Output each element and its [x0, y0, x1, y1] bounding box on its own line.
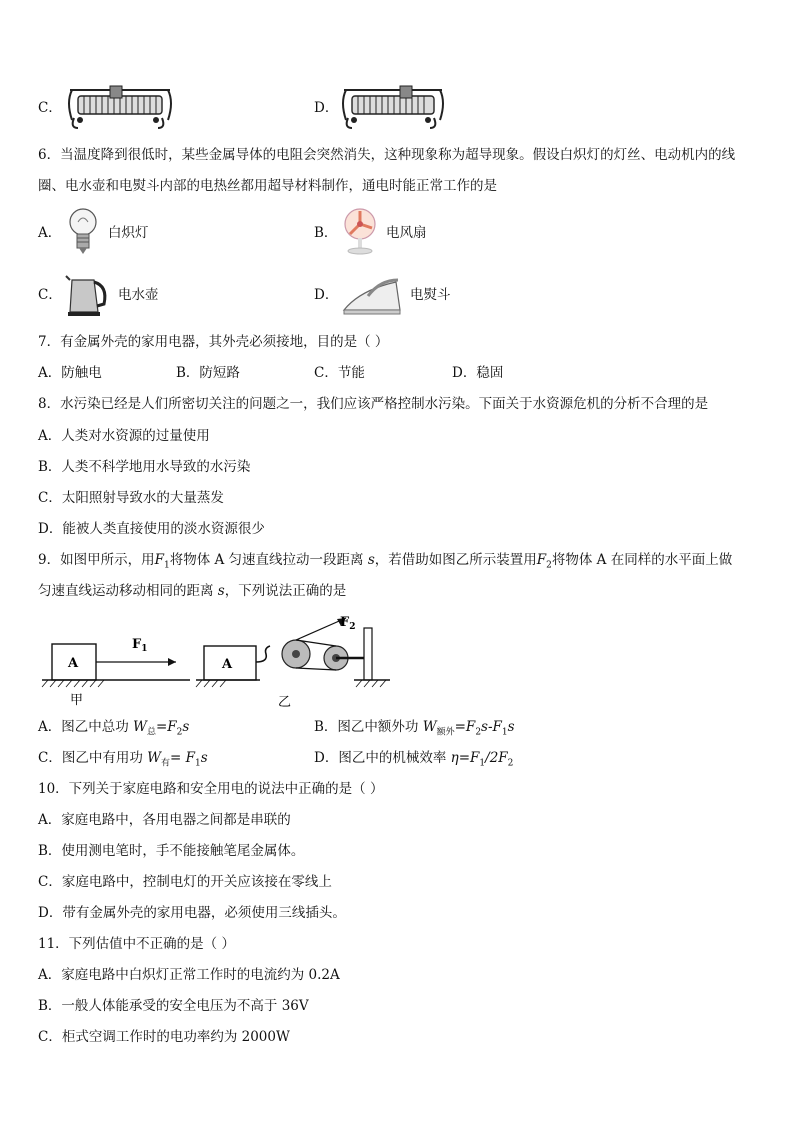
q9-option-d: D．图乙中的机械效率 $\eta=F_1/2F_2$: [314, 750, 514, 769]
figure-label-yi: 乙: [278, 695, 292, 710]
electric-fan-image: [342, 206, 378, 256]
q6-option-a-letter: A．: [38, 225, 62, 241]
q7-option-c: C．节能: [314, 365, 365, 381]
q9-option-a: A．图乙中总功 $W_总=F_2s$: [38, 719, 190, 738]
light-bulb-image: [66, 206, 100, 256]
q11-stem: 11．下列估值中不正确的是（ ）: [38, 936, 235, 952]
q6-option-c-label: 电水壶: [118, 287, 159, 303]
svg-text:F1: $F_1$: [132, 637, 148, 654]
q9-option-b: B．图乙中额外功 $W_{额外}=F_2s-F_1s$: [314, 719, 515, 738]
q9-stem-line1: 9．如图甲所示，用$F_1$将物体 A 匀速直线拉动一段距离 s，若借助如图乙所示装置用$F_2$将物体 A 在同样的水平面上做: [38, 552, 733, 571]
q10-stem: 10．下列关于家庭电路和安全用电的说法中正确的是（ ）: [38, 781, 384, 797]
q11-option-b: B．一般人体能承受的安全电压为不高于 36V: [38, 998, 309, 1014]
q6-option-d-label: 电熨斗: [410, 287, 451, 303]
q11-option-c: C．柜式空调工作时的电功率约为 2000W: [38, 1029, 290, 1045]
electric-kettle-image: [64, 270, 110, 318]
q9-figure-yi: [194, 606, 394, 710]
q7-option-d: D．稳固: [452, 365, 504, 381]
q6-option-b-letter: B．: [314, 225, 338, 241]
q5-option-c-letter: C．: [38, 100, 62, 116]
q7-option-a: A．防触电: [38, 365, 102, 381]
q10-option-c: C．家庭电路中，控制电灯的开关应该接在零线上: [38, 874, 332, 890]
q8-option-b: B．人类不科学地用水导致的水污染: [38, 459, 251, 475]
q9-stem-line2: 匀速直线运动移动相同的距离 s，下列说法正确的是: [38, 583, 347, 599]
q10-option-a: A．家庭电路中，各用电器之间都是串联的: [38, 812, 291, 828]
svg-text:A: A: [222, 657, 233, 672]
rheostat-d-image: [338, 80, 448, 132]
q6-stem-line1: 6．当温度降到很低时，某些金属导体的电阻会突然消失，这种现象称为超导现象。假设白炽灯的灯丝、电动机内的线: [38, 147, 736, 163]
q6-option-c-letter: C．: [38, 287, 62, 303]
q6-option-b-label: 电风扇: [386, 225, 427, 241]
q10-option-b: B．使用测电笔时，手不能接触笔尾金属体。: [38, 843, 305, 859]
q5-option-d-letter: D．: [314, 100, 339, 116]
q6-stem-line2: 圈、电水壶和电熨斗内部的电热丝都用超导材料制作，通电时能正常工作的是: [38, 178, 497, 194]
rheostat-c-image: [64, 80, 176, 132]
q8-stem: 8．水污染已经是人们所密切关注的问题之一，我们应该严格控制水污染。下面关于水资源危机的分析不合理的是: [38, 396, 709, 412]
q11-option-a: A．家庭电路中白炽灯正常工作时的电流约为 0.2A: [38, 967, 340, 983]
q9-option-c: C．图乙中有用功 $W_有= F_1s$: [38, 750, 208, 769]
wall-post: [364, 628, 372, 680]
svg-text:F2: $F_2$: [340, 615, 356, 632]
q8-option-a: A．人类对水资源的过量使用: [38, 428, 210, 444]
electric-iron-image: [340, 272, 404, 318]
q8-option-d: D．能被人类直接使用的淡水资源很少: [38, 521, 265, 537]
q6-option-a-label: 白炽灯: [108, 225, 149, 241]
figure-label-jia: 甲: [70, 693, 84, 708]
q7-option-b: B．防短路: [176, 365, 240, 381]
q10-option-d: D．带有金属外壳的家用电器，必须使用三线插头。: [38, 905, 346, 921]
q6-option-d-letter: D．: [314, 287, 339, 303]
q9-figure-jia: [40, 612, 190, 708]
q8-option-c: C．太阳照射导致水的大量蒸发: [38, 490, 224, 506]
block-a-label: A: [68, 656, 79, 671]
q7-stem: 7．有金属外壳的家用电器，其外壳必须接地，目的是（ ）: [38, 334, 389, 350]
